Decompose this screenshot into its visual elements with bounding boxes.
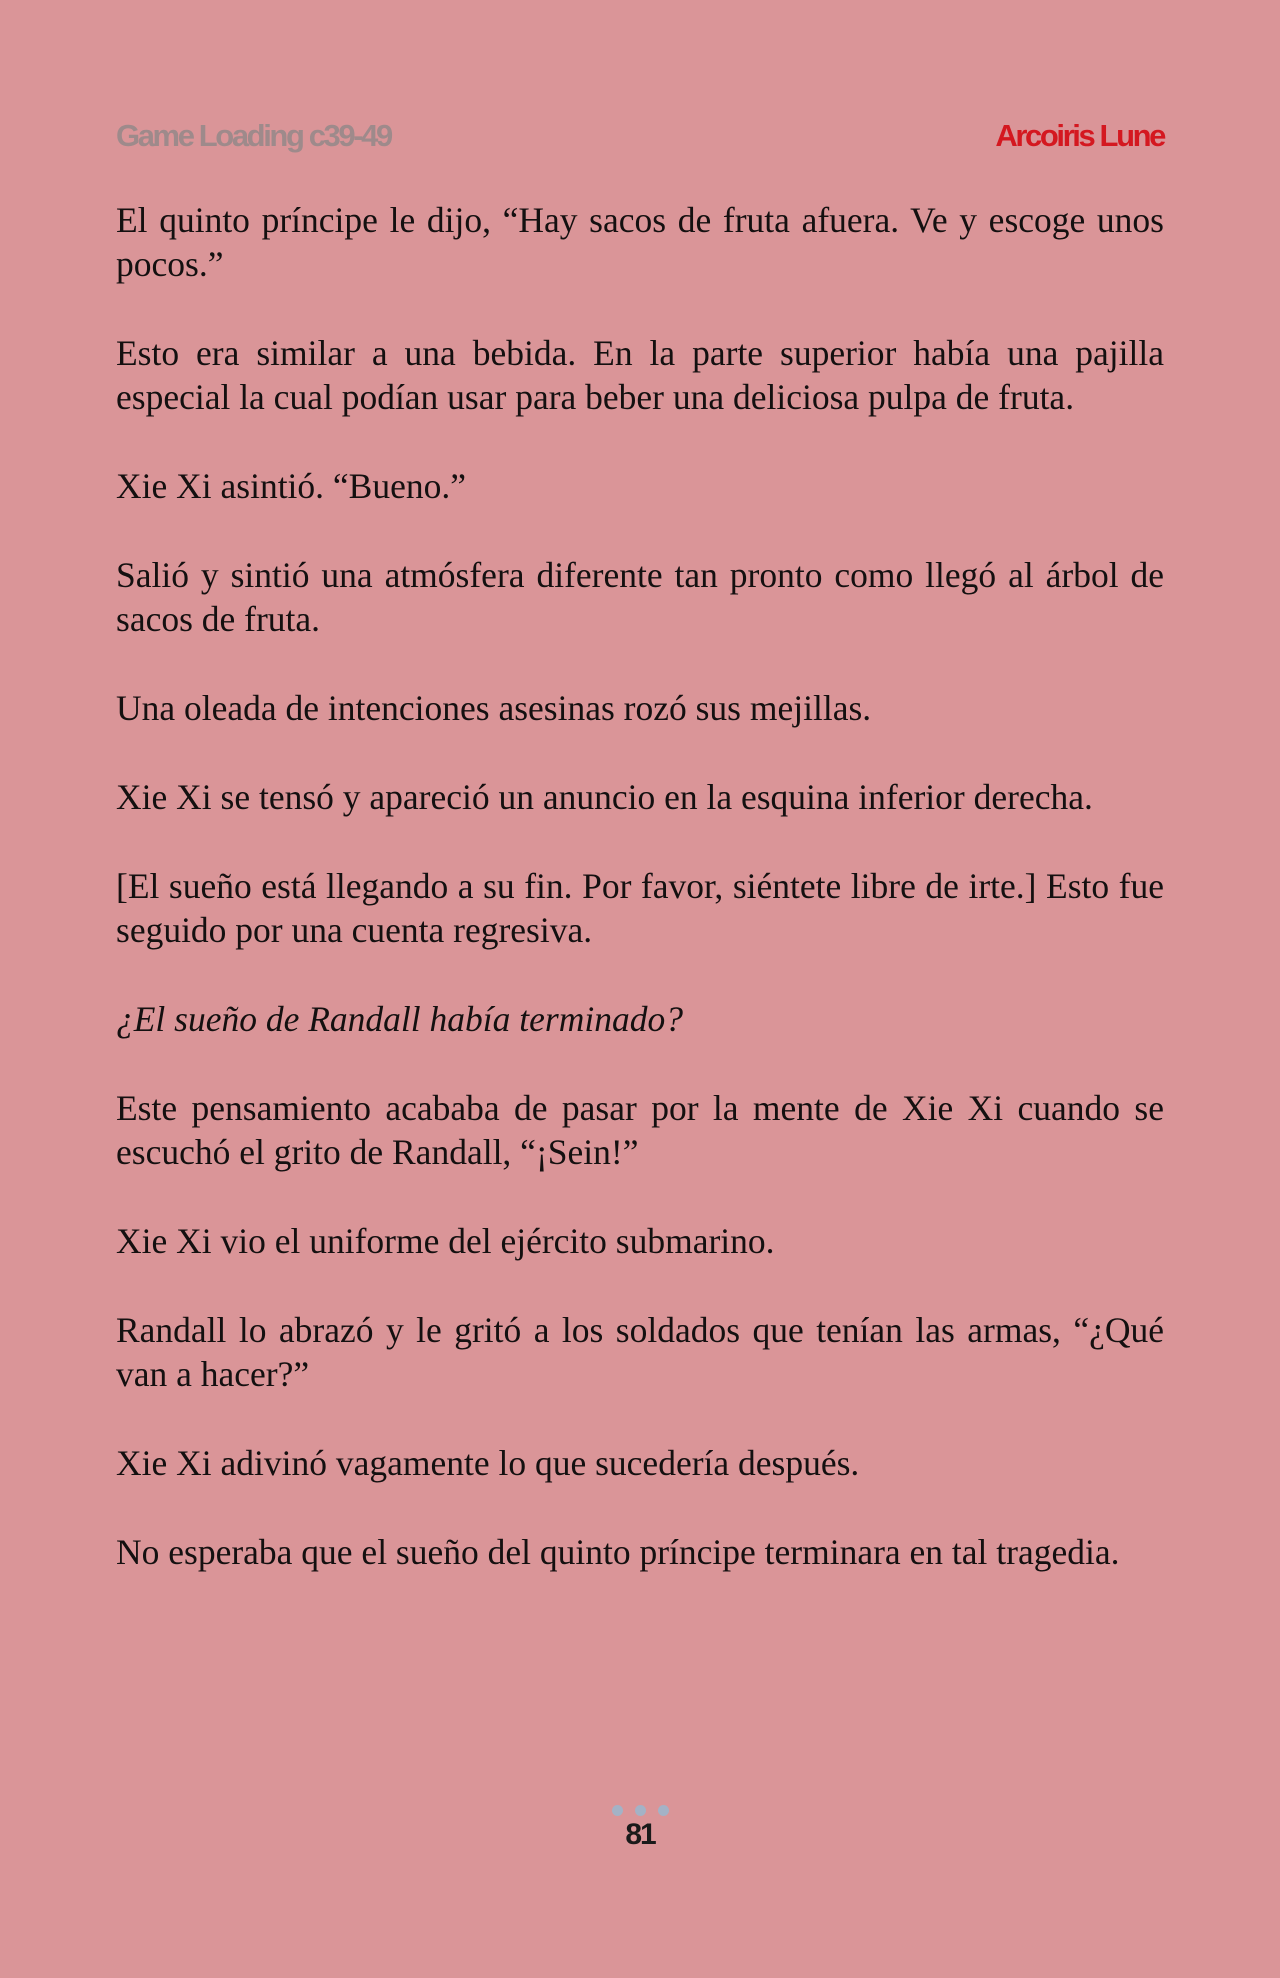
- paragraph: No esperaba que el sueño del quinto príncipe terminara en tal tragedia.: [116, 1532, 1120, 1572]
- paragraph: Xie Xi asintió. “Bueno.”: [116, 466, 466, 506]
- dot-icon: [635, 1805, 646, 1816]
- paragraph: Esto era similar a una bebida. En la parte superior había una pajilla especial la cual podían usar para beber una deliciosa pulpa de fruta.: [116, 333, 1164, 417]
- paragraph-thought: ¿El sueño de Randall había terminado?: [116, 999, 683, 1039]
- paragraph: Salió y sintió una atmósfera diferente tan pronto como llegó al árbol de sacos de fruta.: [116, 555, 1164, 639]
- paragraph: Xie Xi adivinó vagamente lo que sucedería después.: [116, 1443, 860, 1483]
- footer-ornament: [0, 1803, 1280, 1817]
- page-number: 81: [625, 1818, 655, 1851]
- paragraph: Una oleada de intenciones asesinas rozó sus mejillas.: [116, 688, 872, 728]
- paragraph: [El sueño está llegando a su fin. Por favor, siéntete libre de irte.] Esto fue seguido por una cuenta regresiva.: [116, 866, 1164, 950]
- paragraph: Xie Xi vio el uniforme del ejército submarino.: [116, 1221, 775, 1261]
- dot-icon: [658, 1805, 669, 1816]
- header-book-title: Game Loading c39-49: [116, 118, 391, 153]
- header-translator: Arcoiris Lune: [995, 118, 1164, 153]
- dot-icon: [612, 1805, 623, 1816]
- paragraph: Randall lo abrazó y le gritó a los soldados que tenían las armas, “¿Qué van a hacer?”: [116, 1310, 1164, 1394]
- paragraph: Este pensamiento acababa de pasar por la mente de Xie Xi cuando se escuchó el grito de Randall, “¡Sein!”: [116, 1088, 1164, 1172]
- page-body: [116, 198, 1164, 1619]
- paragraph: El quinto príncipe le dijo, “Hay sacos de fruta afuera. Ve y escoge unos pocos.”: [116, 200, 1164, 284]
- page-header: [116, 118, 1164, 164]
- paragraph: Xie Xi se tensó y apareció un anuncio en la esquina inferior derecha.: [116, 777, 1093, 817]
